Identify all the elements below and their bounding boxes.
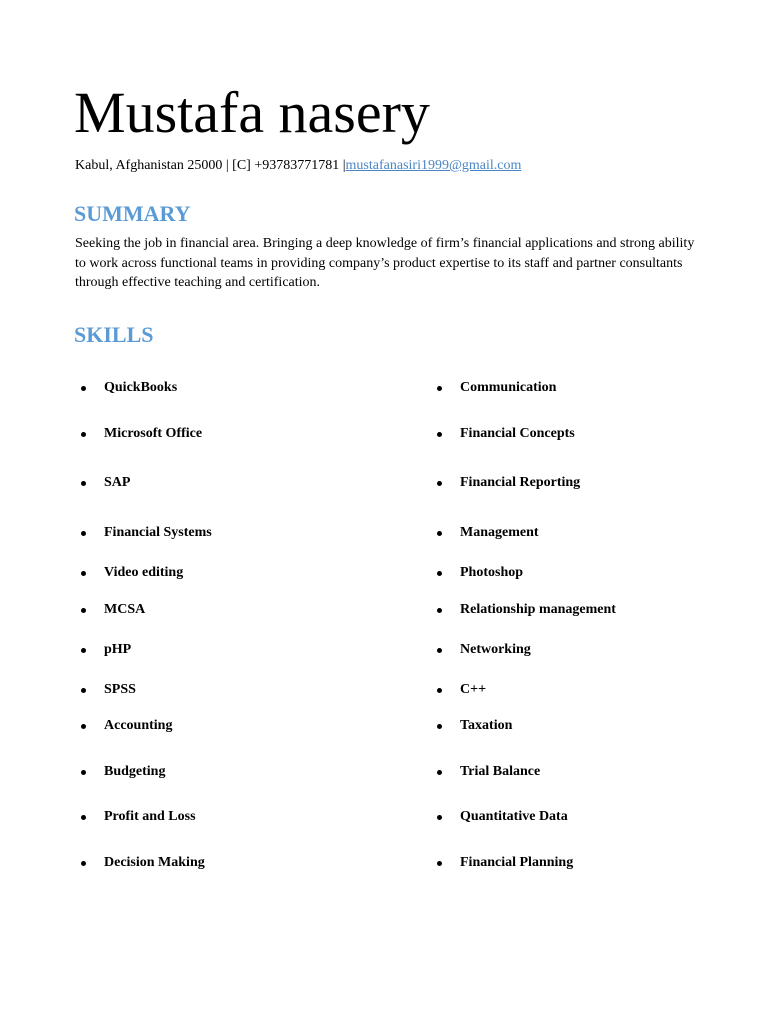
resume-name: Mustafa nasery xyxy=(74,80,430,145)
bullet-icon xyxy=(437,386,442,391)
bullet-icon xyxy=(81,688,86,693)
bullet-icon xyxy=(81,608,86,613)
bullet-icon xyxy=(437,648,442,653)
bullet-icon xyxy=(437,571,442,576)
skill-item: SPSS xyxy=(104,682,136,697)
contact-details: Kabul, Afghanistan 25000 | [C] +93783771781 | xyxy=(75,158,346,173)
bullet-icon xyxy=(437,432,442,437)
skill-item: Communication xyxy=(460,380,557,395)
bullet-icon xyxy=(81,770,86,775)
skills-heading: SKILLS xyxy=(74,322,154,347)
skill-item: Taxation xyxy=(460,718,513,733)
bullet-icon xyxy=(81,648,86,653)
email-link[interactable]: mustafanasiri1999@gmail.com xyxy=(345,158,522,173)
skill-item: Photoshop xyxy=(460,565,524,580)
bullet-icon xyxy=(437,770,442,775)
bullet-icon xyxy=(437,688,442,693)
skill-item: Video editing xyxy=(104,565,184,580)
summary-heading: SUMMARY xyxy=(74,201,191,226)
skill-item: Financial Reporting xyxy=(460,475,581,490)
bullet-icon xyxy=(81,724,86,729)
bullet-icon xyxy=(81,386,86,391)
skill-item: pHP xyxy=(104,642,132,657)
skill-item: Quantitative Data xyxy=(460,809,568,824)
skill-item: Management xyxy=(460,525,539,540)
skill-item: Financial Concepts xyxy=(460,426,575,441)
bullet-icon xyxy=(437,608,442,613)
skill-item: Networking xyxy=(460,642,531,657)
skill-item: Accounting xyxy=(104,718,173,733)
bullet-icon xyxy=(81,531,86,536)
bullet-icon xyxy=(437,815,442,820)
skill-item: Budgeting xyxy=(104,764,166,779)
bullet-icon xyxy=(81,432,86,437)
skill-item: SAP xyxy=(104,475,131,490)
bullet-icon xyxy=(81,815,86,820)
skill-item: Financial Systems xyxy=(104,525,212,540)
skill-item: Financial Planning xyxy=(460,855,574,870)
skill-item: Trial Balance xyxy=(460,764,541,779)
contact-line xyxy=(75,157,521,175)
bullet-icon xyxy=(437,481,442,486)
bullet-icon xyxy=(81,481,86,486)
skill-item: QuickBooks xyxy=(104,380,178,395)
skill-item: Decision Making xyxy=(104,855,205,870)
summary-text: Seeking the job in financial area. Bringing a deep knowledge of firm’s financial applications and strong ability to work across functional teams in providing company’s product expertise to its staff and partner consultants through effective teaching and certification. xyxy=(75,236,695,290)
skill-item: Microsoft Office xyxy=(104,426,203,441)
bullet-icon xyxy=(437,724,442,729)
skill-item: MCSA xyxy=(104,602,146,617)
bullet-icon xyxy=(81,571,86,576)
skill-item: Relationship management xyxy=(460,602,616,617)
bullet-icon xyxy=(437,861,442,866)
bullet-icon xyxy=(437,531,442,536)
skill-item: C++ xyxy=(460,682,487,697)
skill-item: Profit and Loss xyxy=(104,809,196,824)
bullet-icon xyxy=(81,861,86,866)
